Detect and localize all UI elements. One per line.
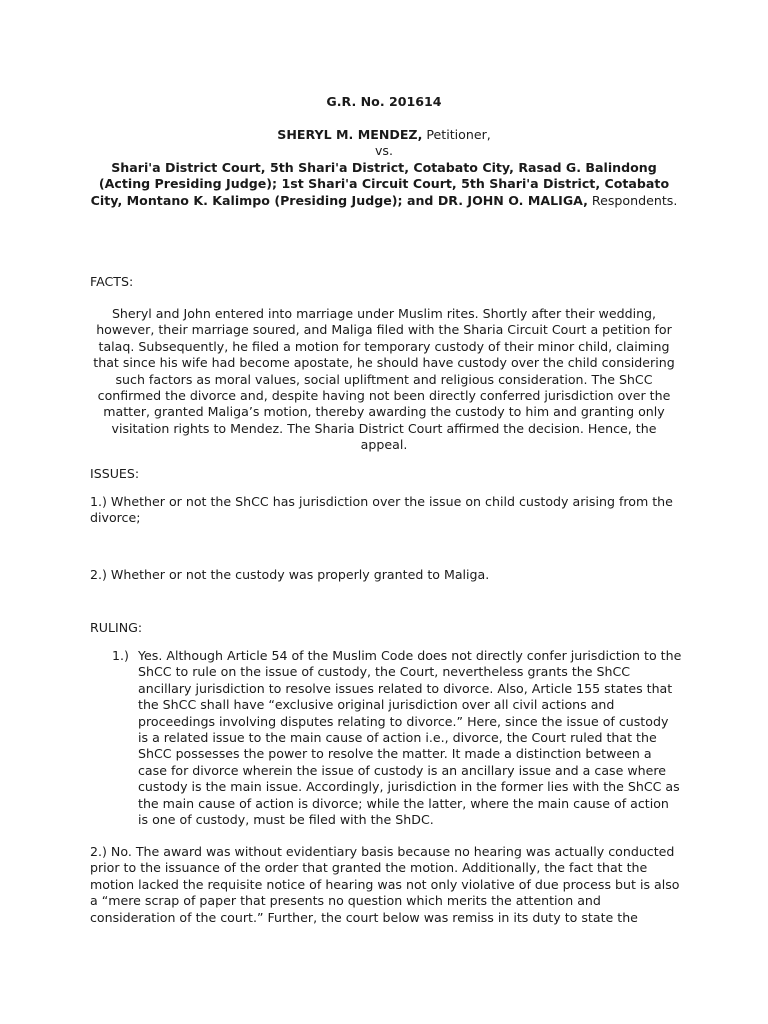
facts-heading: FACTS: — [90, 274, 134, 289]
issue-item-1: 1.) Whether or not the ShCC has jurisdiction over the issue on child custody arising from the divorce; — [90, 494, 673, 526]
petitioner-name: SHERYL M. MENDEZ, — [277, 127, 423, 142]
petitioner-role: Petitioner, — [422, 127, 491, 142]
ruling-item-1-number: 1.) — [112, 648, 129, 663]
issues-heading: ISSUES: — [90, 466, 140, 481]
petitioner-line — [90, 127, 678, 143]
respondents-line — [90, 160, 678, 209]
versus: vs. — [374, 143, 394, 159]
ruling-item-2: 2.) No. The award was without evidentiary basis because no hearing was actually conducted prior to the issuance of the order that granted the motion. Additionally, the fact that the motion lacked the requisite notice of hearing was not only violative of due process but is also a “mere scrap of paper that presents no question which merits the attention and consideration of the court.” Further, the court below was remiss in its duty to state the — [90, 844, 680, 925]
ruling-item-1-text: Yes. Although Article 54 of the Muslim Code does not directly confer jurisdiction to the ShCC to rule on the issue of custody, the Court, nevertheless grants the ShCC ancillary jurisdiction to resolve issues related to divorce. Also, Article 155 states that the ShCC shall have “exclusive original jurisdiction over all civil actions and proceedings involving disputes relating to divorce.” Here, since the issue of custody is a related issue to the main cause of action i.e., divorce, the Court ruled that the ShCC possesses the power to resolve the matter. It made a distinction between a case for divorce wherein the issue of custody is an ancillary issue and a case where custody is the main issue. Accordingly, jurisdiction in the former lies with the ShCC as the main cause of action is divorce; while the latter, where the main cause of action is one of custody, must be filed with the ShDC. — [138, 648, 682, 828]
facts-body: Sheryl and John entered into marriage under Muslim rites. Shortly after their wedding, however, their marriage soured, and Maliga filed with the Sharia Circuit Court a petition for talaq. Subsequently, he filed a motion for temporary custody of their minor child, claiming that since his wife had become apostate, he should have custody over the child considering such factors as moral values, social upliftment and religious consideration. The ShCC confirmed the divorce and, despite having not been directly conferred jurisdiction over the matter, granted Maliga’s motion, thereby awarding the custody to him and granting only visitation rights to Mendez. The Sharia District Court affirmed the decision. Hence, the appeal. — [93, 306, 675, 453]
case-number: G.R. No. 201614 — [326, 94, 442, 109]
case-parties — [90, 127, 678, 209]
respondents-role: Respondents. — [587, 192, 678, 208]
ruling-heading: RULING: — [90, 620, 143, 635]
issue-item-2: 2.) Whether or not the custody was properly granted to Maliga. — [90, 567, 490, 582]
ruling-item-1 — [112, 648, 682, 828]
respondents-names: Shari'a District Court, 5th Shari'a District, Cotabato City, Rasad G. Balindong (Acting Presiding Judge); 1st Shari'a Circuit Court, 5th Shari'a District, Cotabato City, Montano K. Kalimpo (Presiding Judge); and DR. JOHN O. MALIGA, — [90, 159, 670, 208]
